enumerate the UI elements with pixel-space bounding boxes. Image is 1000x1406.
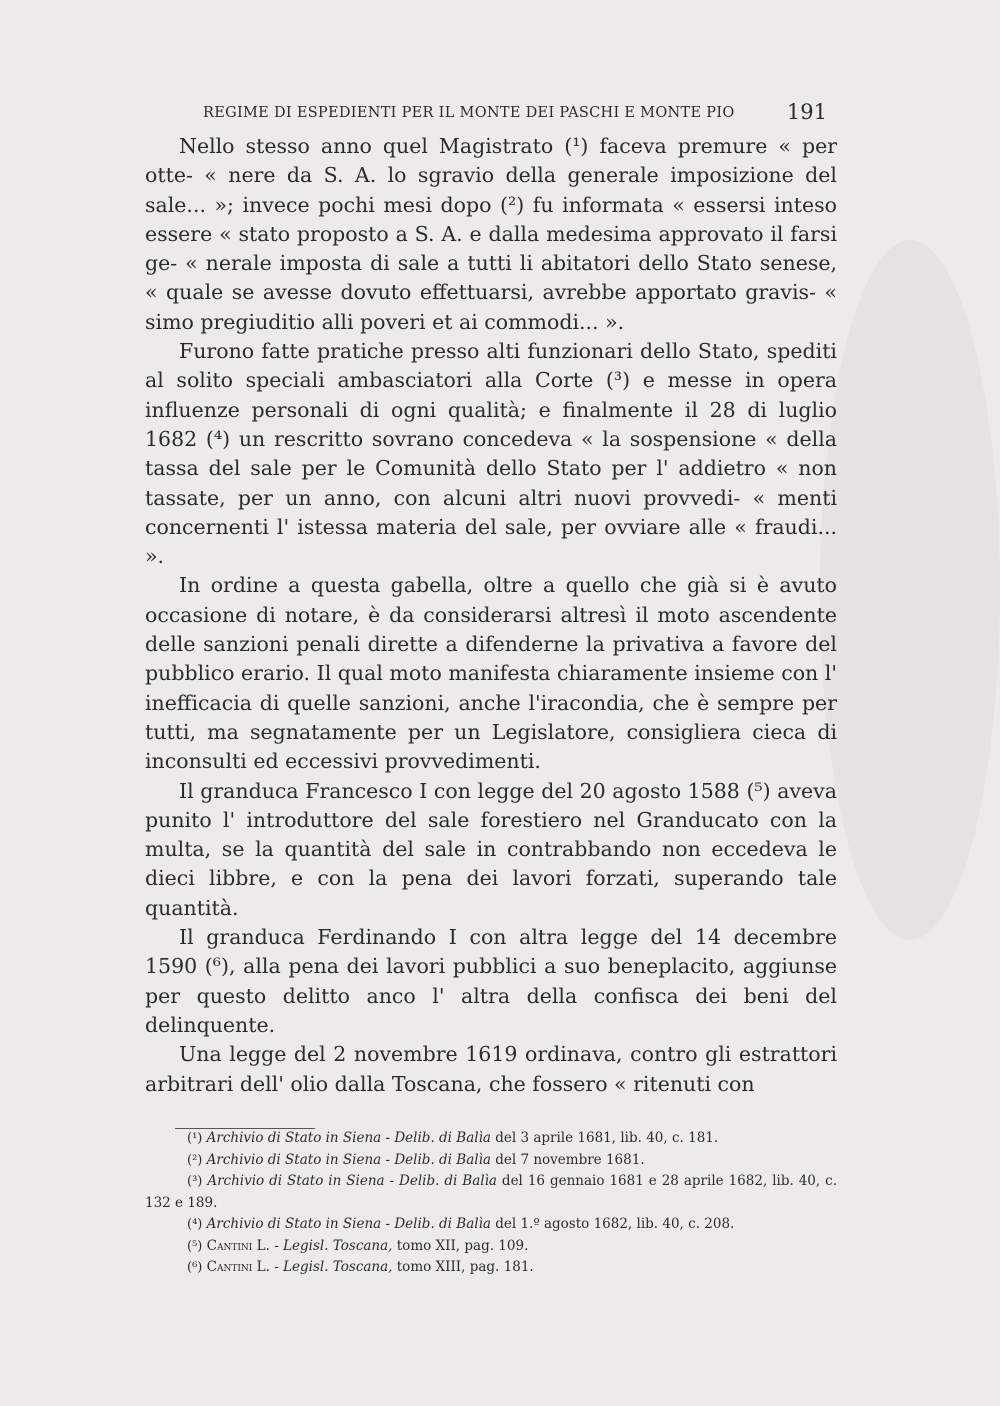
footnotes (145, 1128, 837, 1279)
paragraph: Il granduca Francesco I con legge del 20 agosto 1588 (⁵) aveva punito l' introduttore del sale forestiero nel Granducato con la multa, se la quantità del sale in contrabbando non eccedeva le dieci libbre, e con la pena dei lavori forzati, superando tale quantità. (145, 778, 837, 920)
footnote: (⁶) Cantini L. - Legisl. Toscana, tomo XIII, pag. 181. (187, 1259, 534, 1275)
footnote: (⁵) Cantini L. - Legisl. Toscana, tomo XII, pag. 109. (187, 1237, 529, 1254)
footnote: (²) Archivio di Stato in Siena - Delib. di Balìa del 7 novembre 1681. (187, 1151, 645, 1168)
main-text (145, 132, 837, 1099)
footnote: (⁴) Archivio di Stato in Siena - Delib. di Balìa del 1.º agosto 1682, lib. 40, c. 208. (187, 1216, 735, 1232)
paragraph: Nello stesso anno quel Magistrato (¹) faceva premure « per otte- « nere da S. A. lo sgravio della generale imposizione del sale... »; invece pochi mesi dopo (²) fu informata « essersi inteso essere « stato proposto a S. A. e dalla medesima approvato il farsi ge- « nerale imposta di sale a tutti li abitatori dello Stato senese, « quale se avesse dovuto effettuarsi, avrebbe apportato gravis- « simo pregiuditio alli poveri et ai commodi... ». (145, 134, 837, 334)
paragraph: Una legge del 2 novembre 1619 ordinava, contro gli estrattori arbitrari dell' olio dalla Toscana, che fossero « ritenuti con (145, 1042, 837, 1096)
paragraph: Il granduca Ferdinando I con altra legge del 14 decembre 1590 (⁶), alla pena dei lavori pubblici a suo beneplacito, aggiunse per questo delitto anco l' altra della confisca dei beni del delinquente. (145, 925, 837, 1037)
paragraph: In ordine a questa gabella, oltre a quello che già si è avuto occasione di notare, è da considerarsi altresì il moto ascendente delle sanzioni penali dirette a difenderne la privativa a favore del pubblico erario. Il qual moto manifesta chiaramente insieme con l' inefficacia di quelle sanzioni, anche l'iracondia, che è sempre per tutti, ma segnatamente per un Legislatore, consigliera cieca di inconsulti ed eccessivi provvedimenti. (145, 573, 837, 774)
paragraph: Furono fatte pratiche presso alti funzionari dello Stato, spediti al solito speciali ambasciatori alla Corte (³) e messe in opera influenze personali di ogni qualità; e finalmente il 28 di luglio 1682 (⁴) un rescritto sovrano concedeva « la sospensione « della tassa del sale per le Comunità dello Stato per l' addietro « non tassate, per un anno, con alcuni altri nuovi provvedi- « menti concernenti l' istessa materia del sale, per ovviare alle « fraudi... ». (145, 339, 837, 569)
running-title: REGIME DI ESPEDIENTI PER IL MONTE DEI PASCHI E MONTE PIO (203, 105, 735, 121)
page-number: 191 (786, 100, 827, 124)
footnote: (³) Archivio di Stato in Siena - Delib. di Balìa del 16 gennaio 1681 e 28 aprile 1682, lib. 40, c. 132 e 189. (145, 1173, 837, 1211)
page-header (145, 100, 827, 130)
paper-shading (820, 240, 1000, 940)
footnote: (¹) Archivio di Stato in Siena - Delib. di Balìa del 3 aprile 1681, lib. 40, c. 181. (187, 1130, 719, 1146)
